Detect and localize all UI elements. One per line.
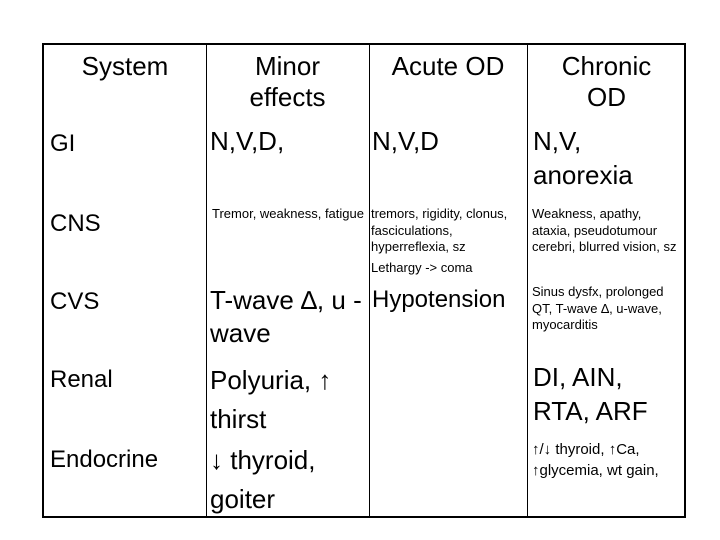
cns-minor: Tremor, weakness, fatigue (212, 206, 364, 221)
renal-chronic: DI, AIN, RTA, ARF (533, 362, 648, 426)
gi-minor: N,V,D, (210, 126, 285, 156)
endocrine-minor: ↓ thyroid, goiter (210, 445, 316, 514)
cvs-acute: Hypotension (372, 286, 506, 313)
header-chronic-od: Chronic OD (561, 51, 652, 113)
system-cvs: CVS (50, 288, 100, 315)
system-cns: CNS (50, 210, 101, 237)
column-divider (206, 45, 207, 516)
cns-acute: tremors, rigidity, clonus, fasciculations, hyperreflexia, sz (371, 206, 508, 255)
cns-chronic: Weakness, apathy, ataxia, pseudotumour cerebri, blurred vision, sz (532, 206, 677, 255)
system-gi: GI (50, 130, 76, 157)
endocrine-chronic: ↑/↓ thyroid, ↑Ca, ↑glycemia, wt gain, (532, 441, 659, 479)
gi-acute: N,V,D (372, 126, 439, 156)
cvs-chronic: Sinus dysfx, prolonged QT, T-wave ∆, u-wave, myocarditis (532, 284, 664, 333)
header-system: System (81, 51, 169, 81)
gi-chronic: N,V, anorexia (533, 126, 633, 190)
column-divider (527, 45, 528, 516)
header-acute-od: Acute OD (391, 51, 505, 81)
cns-acute-extra: Lethargy -> coma (371, 260, 473, 275)
header-minor-effects: Minor effects (249, 51, 326, 113)
system-endocrine: Endocrine (50, 446, 159, 473)
cvs-minor: T-wave ∆, u -wave (210, 285, 362, 348)
column-divider (369, 45, 370, 516)
renal-minor: Polyuria, ↑ thirst (210, 365, 332, 434)
lithium-effects-table (42, 43, 686, 518)
system-renal: Renal (50, 366, 113, 393)
